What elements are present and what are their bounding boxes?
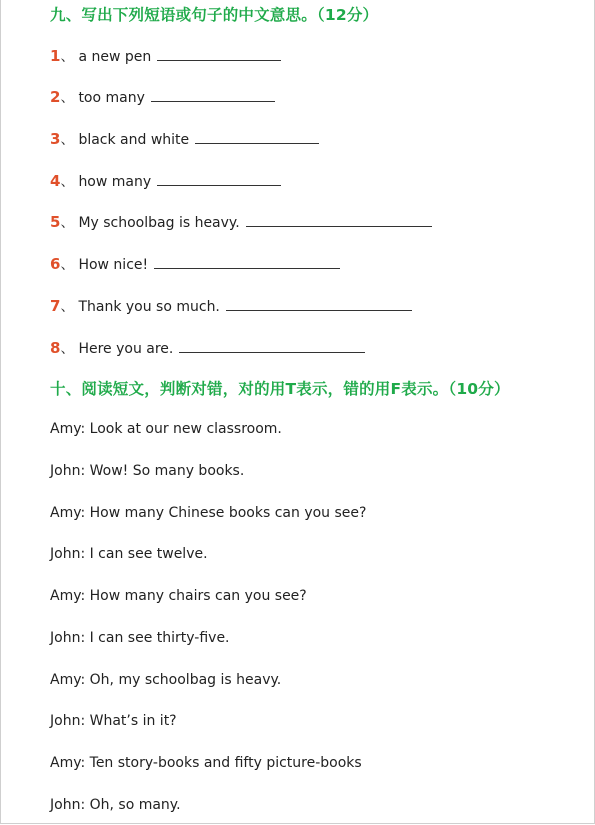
- question-item-5: [50, 212, 432, 232]
- dialog-line: Amy: Look at our new classroom.: [50, 421, 282, 437]
- section-10-heading: 十、阅读短文，判断对错，对的用T表示，错的用F表示。（10分）: [50, 380, 510, 398]
- answer-blank[interactable]: [157, 48, 281, 61]
- dialog-line: Amy: Ten story-books and fifty picture-books: [50, 755, 362, 771]
- answer-blank[interactable]: [195, 131, 319, 144]
- question-text: how many: [78, 174, 152, 190]
- dialog-line: Amy: How many chairs can you see?: [50, 588, 307, 604]
- question-separator: 、: [60, 257, 75, 273]
- question-text: My schoolbag is heavy.: [78, 215, 240, 231]
- question-number: 4: [50, 172, 61, 190]
- question-number: 7: [50, 297, 61, 315]
- question-separator: 、: [60, 132, 75, 148]
- answer-blank[interactable]: [226, 298, 412, 311]
- question-item-7: [50, 296, 412, 316]
- question-text: Here you are.: [78, 341, 174, 357]
- answer-blank[interactable]: [179, 340, 365, 353]
- answer-blank[interactable]: [246, 214, 432, 227]
- dialog-line: John: What’s in it?: [50, 713, 177, 729]
- question-separator: 、: [60, 174, 75, 190]
- question-text: a new pen: [78, 49, 152, 65]
- answer-blank[interactable]: [154, 256, 340, 269]
- question-number: 8: [50, 339, 61, 357]
- question-separator: 、: [60, 299, 75, 315]
- question-number: 2: [50, 88, 61, 106]
- question-number: 5: [50, 213, 61, 231]
- dialog-line: John: I can see twelve.: [50, 546, 208, 562]
- question-text: Thank you so much.: [78, 299, 220, 315]
- question-separator: 、: [60, 49, 75, 65]
- question-item-3: [50, 129, 319, 149]
- question-number: 6: [50, 255, 61, 273]
- question-separator: 、: [60, 90, 75, 106]
- dialog-line: John: I can see thirty-five.: [50, 630, 230, 646]
- question-number: 1: [50, 47, 61, 65]
- question-text: too many: [78, 90, 145, 106]
- dialog-line: John: Wow! So many books.: [50, 463, 245, 479]
- question-text: black and white: [78, 132, 190, 148]
- question-item-8: [50, 338, 365, 358]
- answer-blank[interactable]: [157, 173, 281, 186]
- question-item-4: [50, 171, 281, 191]
- dialog-line: Amy: Oh, my schoolbag is heavy.: [50, 672, 282, 688]
- section-9-heading: 九、写出下列短语或句子的中文意思。（12分）: [50, 6, 379, 24]
- dialog-line: John: Oh, so many.: [50, 797, 181, 813]
- question-text: How nice!: [78, 257, 149, 273]
- question-item-6: [50, 254, 340, 274]
- question-separator: 、: [60, 215, 75, 231]
- dialog-line: Amy: How many Chinese books can you see?: [50, 505, 367, 521]
- question-separator: 、: [60, 341, 75, 357]
- question-number: 3: [50, 130, 61, 148]
- question-item-2: [50, 87, 275, 107]
- question-item-1: [50, 46, 281, 66]
- answer-blank[interactable]: [151, 89, 275, 102]
